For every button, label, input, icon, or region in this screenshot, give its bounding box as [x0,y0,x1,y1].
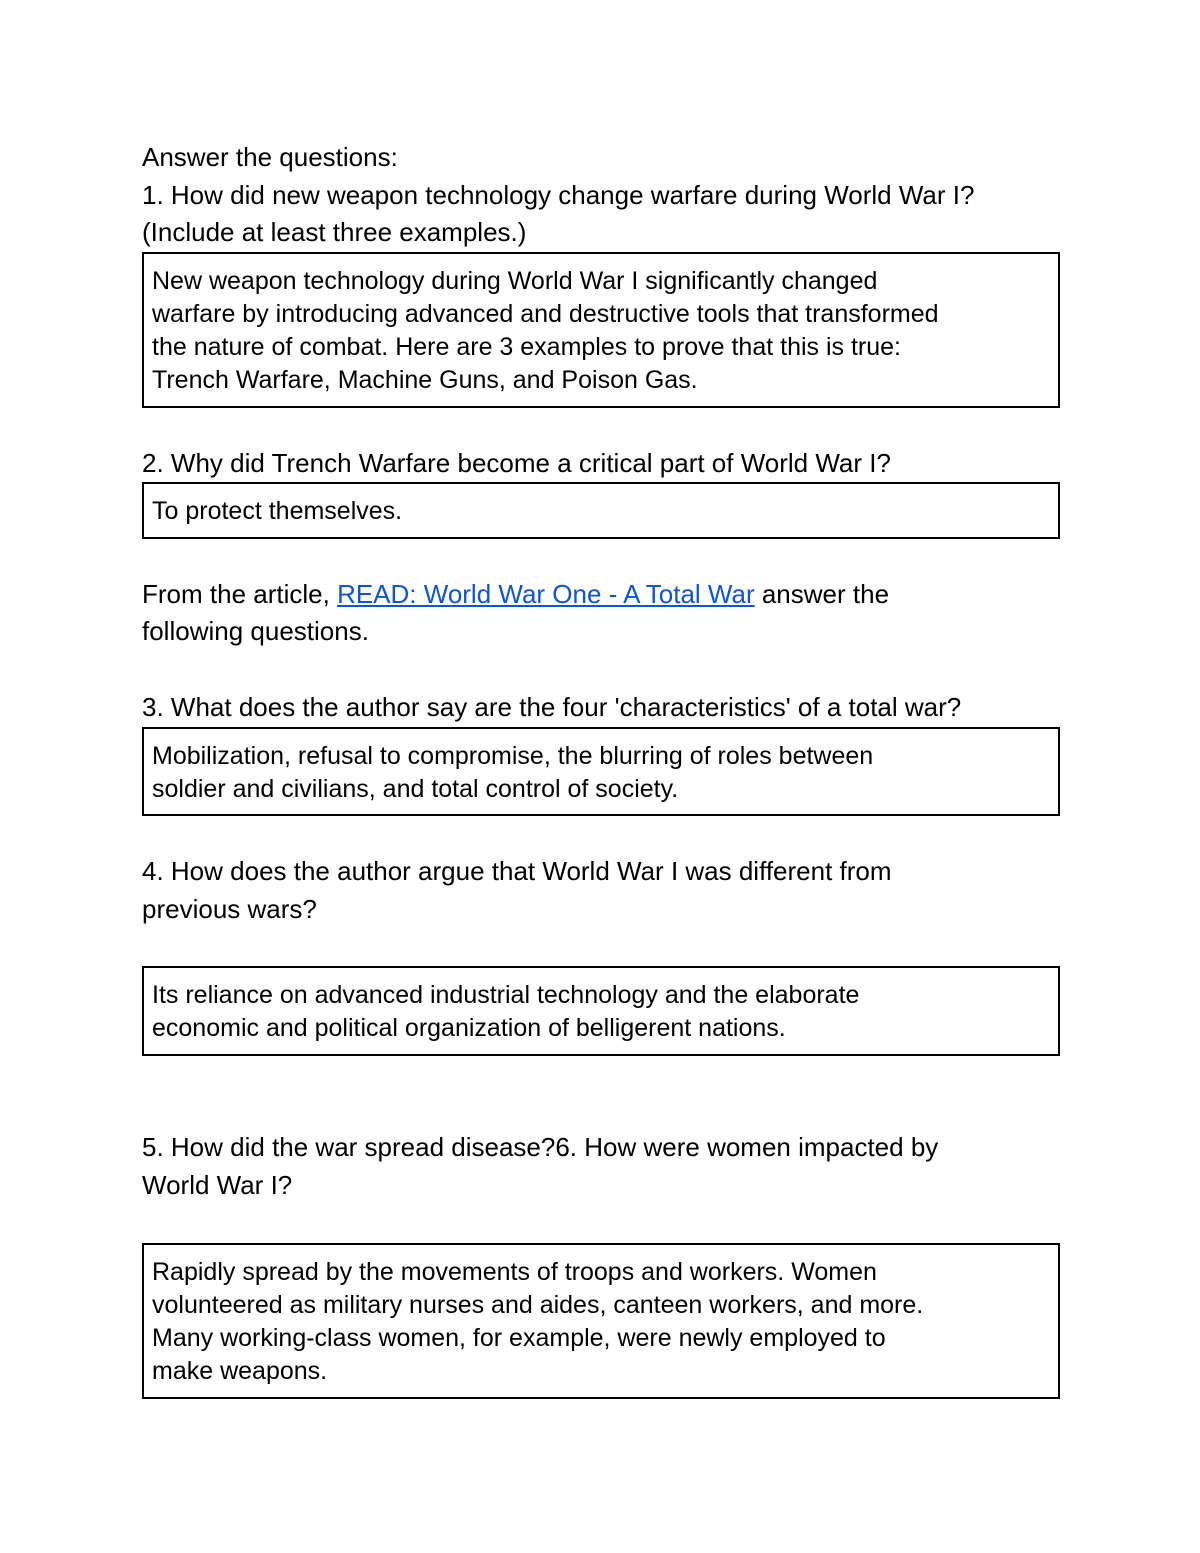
answer-5-line: Rapidly spread by the movements of troops and workers. Women [152,1258,877,1286]
answer-1-line: New weapon technology during World War I significantly changed [152,267,878,295]
answer-1-line: Trench Warfare, Machine Guns, and Poison Gas. [152,366,698,394]
answer-2-line: To protect themselves. [152,497,403,525]
article-link[interactable]: READ: World War One - A Total War [337,579,755,609]
article-suffix: answer the [754,579,890,609]
article-reference-line-2: following questions. [142,616,369,646]
answer-5-line: make weapons. [152,1357,328,1385]
answer-4-box[interactable] [142,966,1060,1056]
question-3-text: 3. What does the author say are the four 'characteristics' of a total war? [142,692,962,722]
article-prefix: From the article, [142,579,338,609]
instructions-heading: Answer the questions: [142,142,398,172]
question-4-text-line-2: previous wars? [142,894,317,924]
question-5-text: 5. How did the war spread disease?6. How were women impacted by [142,1132,939,1162]
answer-1-line: the nature of combat. Here are 3 examples to prove that this is true: [152,333,901,361]
question-2-text: 2. Why did Trench Warfare become a critical part of World War I? [142,448,891,478]
answer-1-box[interactable] [142,252,1060,408]
question-1-text: 1. How did new weapon technology change warfare during World War I? [142,180,975,210]
article-reference [142,576,889,613]
answer-4-line: economic and political organization of belligerent nations. [152,1014,786,1042]
question-4-text: 4. How does the author argue that World War I was different from [142,856,892,886]
answer-5-line: volunteered as military nurses and aides, canteen workers, and more. [152,1291,924,1319]
question-1-subtext: (Include at least three examples.) [142,217,527,247]
answer-5-line: Many working-class women, for example, were newly employed to [152,1324,886,1352]
answer-3-line: soldier and civilians, and total control of society. [152,775,679,803]
answer-3-box[interactable] [142,727,1060,816]
question-5-text-line-2: World War I? [142,1170,293,1200]
answer-5-box[interactable] [142,1243,1060,1399]
answer-1-line: warfare by introducing advanced and destructive tools that transformed [152,300,939,328]
answer-4-line: Its reliance on advanced industrial technology and the elaborate [152,981,860,1009]
answer-3-line: Mobilization, refusal to compromise, the blurring of roles between [152,742,874,770]
answer-2-box[interactable] [142,482,1060,539]
